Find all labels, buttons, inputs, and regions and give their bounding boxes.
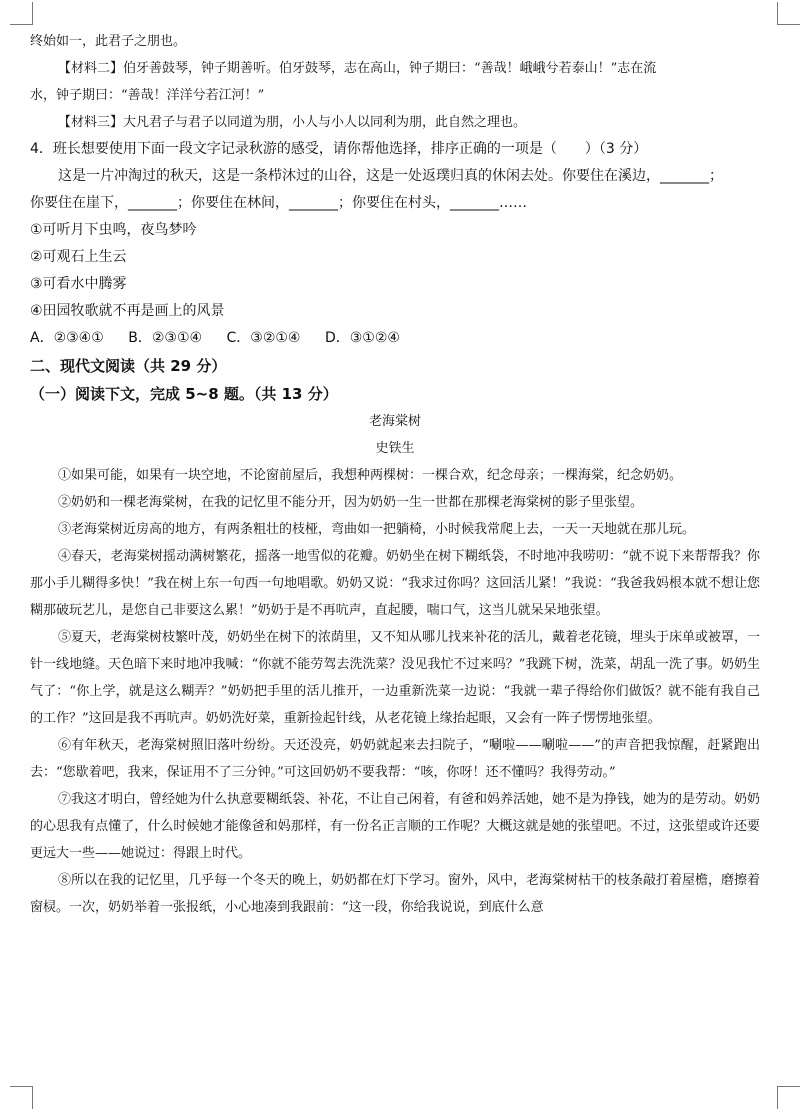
- crop-mark-bottom-left: [10, 1086, 33, 1109]
- question-4: 4．班长想要使用下面一段文字记录秋游的感受，请你帮他选择，排序正确的一项是（ ）（3 分）: [30, 141, 648, 157]
- answer-options: [30, 325, 760, 352]
- choice-item-2: ②可观石上生云: [30, 249, 127, 265]
- crop-mark-top-left: [10, 2, 33, 25]
- option-a: A．②③④①: [30, 330, 104, 346]
- subsection-heading: （一）阅读下文，完成 5~8 题。（共 13 分）: [30, 385, 338, 403]
- paragraph-8: ⑧所以在我的记忆里，几乎每一个冬天的晚上，奶奶都在灯下学习。窗外，风中，老海棠树枯干的枝条敲打着屋檐，磨擦着窗棂。一次，奶奶举着一张报纸，小心地凑到我跟前：“这一段，你给我说说，到底什么意: [30, 873, 761, 915]
- material-three: 【材料三】大凡君子与君子以同道为朋，小人与小人以同利为朋，此自然之理也。: [58, 115, 527, 130]
- section-heading: 二、现代文阅读（共 29 分）: [30, 357, 227, 375]
- material-two-cont: 水，钟子期曰：“善哉！洋洋兮若江河！”: [30, 88, 265, 103]
- paragraph-4: ④春天，老海棠树摇动满树繁花，摇落一地雪似的花瓣。奶奶坐在树下糊纸袋，不时地冲我唠叨：“就不说下来帮帮我？你那小手儿糊得多快！”我在树上东一句西一句地唱歌。奶奶又说：“我求过你吗？这回活儿紧！”我说：“我爸我妈根本就不想让您糊那破玩艺儿，是您自己非要这么累！”奶奶于是不再吭声，直起腰，喘口气，这当儿就呆呆地张望。: [30, 549, 760, 618]
- question-4-text-2: 你要住在崖下，_______；你要住在林间，_______；你要住在村头，_______……: [30, 195, 527, 211]
- question-4-text-1: 这是一片冲淘过的秋天，这是一条栉沐过的山谷，这是一处返璞归真的休闲去处。你要住在溪边，_______；: [58, 168, 723, 184]
- paragraph-5: ⑤夏天，老海棠树枝繁叶茂，奶奶坐在树下的浓荫里，又不知从哪儿找来补花的活儿，戴着老花镜，埋头于床单或被罩，一针一线地缝。天色暗下来时地冲我喊：“你就不能劳驾去洗洗菜？没见我忙不过来吗？”我跳下树，洗菜，胡乱一洗了事。奶奶生气了：“你上学，就是这么糊弄？”奶奶把手里的活儿推开，一边重新洗菜一边说：“我就一辈子得给你们做饭？就不能有我自己的工作？”这回是我不再吭声。奶奶洗好菜，重新捡起针线，从老花镜上缘抬起眼，又会有一阵子愣愣地张望。: [30, 630, 761, 726]
- article-title: 老海棠树: [368, 414, 421, 429]
- choice-item-3: ③可看水中腾雾: [30, 276, 127, 292]
- paragraph-2: ②奶奶和一棵老海棠树，在我的记忆里不能分开，因为奶奶一生一世都在那棵老海棠树的影子里张望。: [58, 495, 644, 510]
- material-two: 【材料二】伯牙善鼓琴，钟子期善听。伯牙鼓琴，志在高山，钟子期曰：“善哉！峨峨兮若泰山！”志在流: [58, 61, 657, 76]
- paragraph-1: ①如果可能，如果有一块空地，不论窗前屋后，我想种两棵树：一棵合欢，纪念母亲；一棵海棠，纪念奶奶。: [58, 468, 683, 483]
- continued-line: 终始如一，此君子之朋也。: [30, 34, 187, 49]
- option-d: D．③①②④: [324, 330, 400, 346]
- paragraph-3: ③老海棠树近房高的地方，有两条粗壮的枝桠，弯曲如一把躺椅，小时候我常爬上去，一天一天地就在那儿玩。: [58, 522, 696, 537]
- option-b: B．②③①④: [128, 330, 203, 346]
- choice-item-4: ④田园牧歌就不再是画上的风景: [30, 303, 225, 319]
- crop-mark-top-right: [777, 2, 800, 25]
- option-c: C．③②①④: [226, 330, 301, 346]
- crop-mark-bottom-right: [777, 1086, 800, 1109]
- paragraph-7: ⑦我这才明白，曾经她为什么执意要糊纸袋、补花，不让自己闲着，有爸和妈养活她，她不是为挣钱，她为的是劳动。奶奶的心思我有点懂了，什么时候她才能像爸和妈那样，有一份名正言顺的工作呢？大概这就是她的张望吧。不过，这张望或许还要更远大一些——她说过：得跟上时代。: [30, 792, 761, 861]
- paragraph-6: ⑥有年秋天，老海棠树照旧落叶纷纷。天还没亮，奶奶就起来去扫院子，“唰啦——唰啦——”的声音把我惊醒，赶紧跑出去：“您歇着吧，我来，保证用不了三分钟。”可这回奶奶不要我帮：“咳，你呀！还不懂吗？我得劳动。”: [30, 738, 760, 780]
- choice-item-1: ①可听月下虫鸣，夜鸟梦吟: [30, 222, 197, 238]
- page-content: [30, 34, 760, 921]
- article-author: 史铁生: [375, 441, 415, 456]
